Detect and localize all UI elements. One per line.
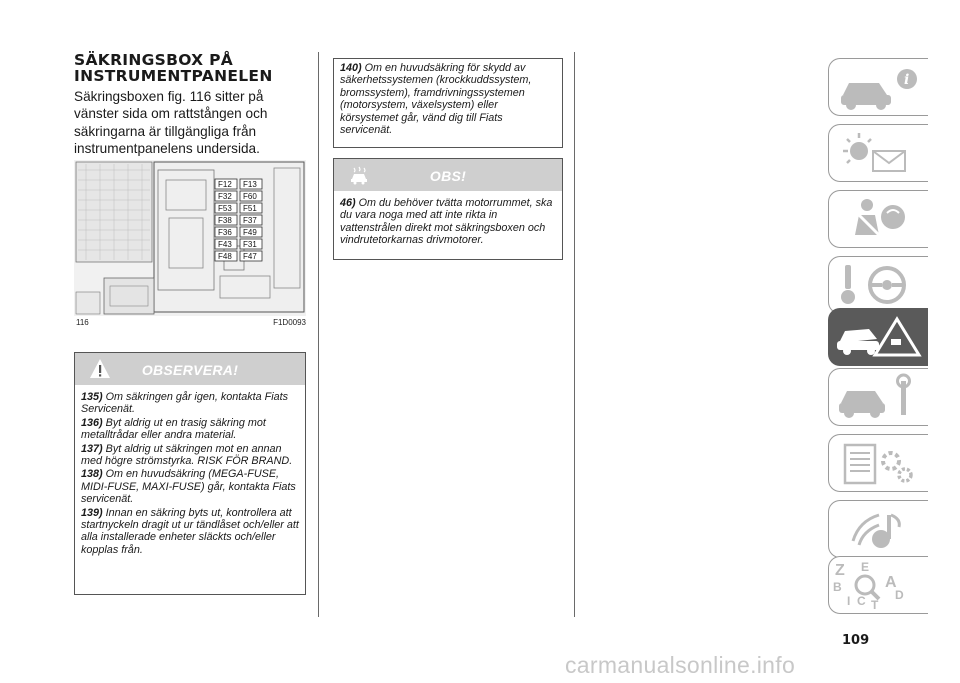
note-item — [81, 417, 299, 442]
fuse-label: F51 — [243, 204, 257, 213]
svg-text:Z: Z — [835, 562, 845, 579]
svg-text:I: I — [847, 594, 851, 608]
fuse-label: F53 — [218, 204, 232, 213]
note-text: Om en huvudsäkring (MEGA-FUSE, MIDI-FUSE, MAXI-FUSE) går, kontakta Fiats servicenät. — [81, 468, 296, 506]
fuse-label: F36 — [218, 228, 232, 237]
figure-number: 116 — [76, 318, 89, 327]
note-text: Om du behöver tvätta motorrummet, ska du vara noga med att inte rikta in vattenstrålen direkt mot säkringsboxen och vindrutetorkarnas drivmotorer. — [340, 197, 553, 247]
fuse-label: F38 — [218, 216, 232, 225]
figure-code: F1D0093 — [273, 318, 306, 327]
fuse-label: F43 — [218, 240, 232, 249]
tab-maintenance[interactable] — [828, 368, 928, 426]
intro-paragraph: Säkringsboxen fig. 116 sitter på vänster sida om rattstången och säkringarna är tillgängliga från instrumentpanelens undersida. — [74, 89, 268, 157]
note-text: Om en huvudsäkring för skydd av säkerhetssystemen (krockkuddssystem, bromssystem), framdrivningssystemen (motorsystem, växelsystem) eller körsystemet går, vänd dig till Fiats servicenät. — [340, 62, 532, 137]
note-text: Innan en säkring byts ut, kontrollera att startnyckeln dragit ut ur tändlåset och/eller att alla installerade enheter släckts och/eller kopplas från. — [81, 506, 299, 556]
tab-index[interactable] — [828, 556, 928, 614]
fuse-label: F32 — [218, 192, 232, 201]
fuse-box-figure — [74, 160, 306, 316]
svg-text:B: B — [833, 580, 842, 594]
warning-lights-message-icon — [829, 125, 929, 183]
svg-text:T: T — [871, 598, 879, 612]
note-140-box — [333, 58, 563, 148]
car-info-icon — [829, 59, 929, 117]
note-item — [81, 468, 299, 505]
svg-text:E: E — [861, 560, 870, 574]
fuse-label: F31 — [243, 240, 257, 249]
note-140-body — [334, 59, 562, 143]
note-item — [81, 391, 299, 416]
fuse-box-illustration — [74, 160, 306, 316]
tab-in-an-emergency[interactable] — [828, 308, 928, 366]
left-column — [74, 52, 306, 158]
observera-box — [74, 352, 306, 595]
svg-text:C: C — [857, 594, 866, 608]
car-breakdown-warning-icon — [829, 309, 929, 367]
tab-car-info[interactable] — [828, 58, 928, 116]
fuse-label: F47 — [243, 252, 257, 261]
observera-title: OBSERVERA! — [141, 362, 239, 378]
seatbelt-airbag-icon — [829, 191, 929, 249]
note-text: Byt aldrig ut en trasig säkring mot metalltrådar eller andra material. — [81, 416, 266, 442]
fuse-label: F37 — [243, 216, 257, 225]
technical-data-icon — [829, 435, 929, 493]
svg-text:i: i — [904, 72, 910, 88]
note-item — [340, 62, 556, 136]
car-maintenance-icon — [829, 369, 929, 427]
observera-body — [75, 385, 305, 563]
fuse-label: F60 — [243, 192, 257, 201]
section-title — [74, 52, 306, 84]
note-number: 46) — [340, 197, 356, 209]
fuse-label: F49 — [243, 228, 257, 237]
note-text: Om säkringen går igen, kontakta Fiats Servicenät. — [81, 391, 289, 416]
column-divider — [318, 52, 319, 617]
fuse-label: F12 — [218, 180, 232, 189]
note-number: 139) — [81, 506, 103, 519]
obs-title: OBS! — [429, 168, 467, 184]
tab-multimedia[interactable] — [828, 500, 928, 558]
tab-warning-lights[interactable] — [828, 124, 928, 182]
tab-safety[interactable] — [828, 190, 928, 248]
key-steering-wheel-icon — [829, 257, 929, 315]
column-divider — [574, 52, 575, 617]
section-title-line2: INSTRUMENTPANELEN — [74, 67, 273, 85]
page-number: 109 — [842, 633, 870, 648]
obs-header — [334, 159, 562, 191]
alphabetical-index-icon — [829, 557, 929, 615]
fuse-label: F13 — [243, 180, 257, 189]
watermark: carmanualsonline.info — [565, 652, 796, 678]
obs-body — [334, 191, 562, 254]
section-title-line1: SÄKRINGSBOX PÅ — [74, 51, 234, 69]
note-number: 140) — [340, 62, 362, 74]
svg-text:A: A — [885, 574, 897, 591]
note-number: 136) — [81, 416, 103, 429]
note-number: 137) — [81, 442, 103, 455]
tab-technical-data[interactable] — [828, 434, 928, 492]
multimedia-icon — [829, 501, 929, 559]
note-text: Byt aldrig ut säkringen mot en annan med högre strömstyrka. RISK FÖR BRAND. — [81, 442, 293, 468]
observera-header — [75, 353, 305, 385]
obs-box — [333, 158, 563, 260]
note-number: 135) — [81, 391, 103, 403]
fuse-label: F48 — [218, 252, 232, 261]
tab-starting-driving[interactable] — [828, 256, 928, 314]
note-number: 138) — [81, 468, 103, 481]
note-item — [81, 507, 299, 557]
note-item — [81, 443, 299, 468]
note-item — [340, 197, 556, 247]
svg-text:D: D — [895, 588, 904, 602]
